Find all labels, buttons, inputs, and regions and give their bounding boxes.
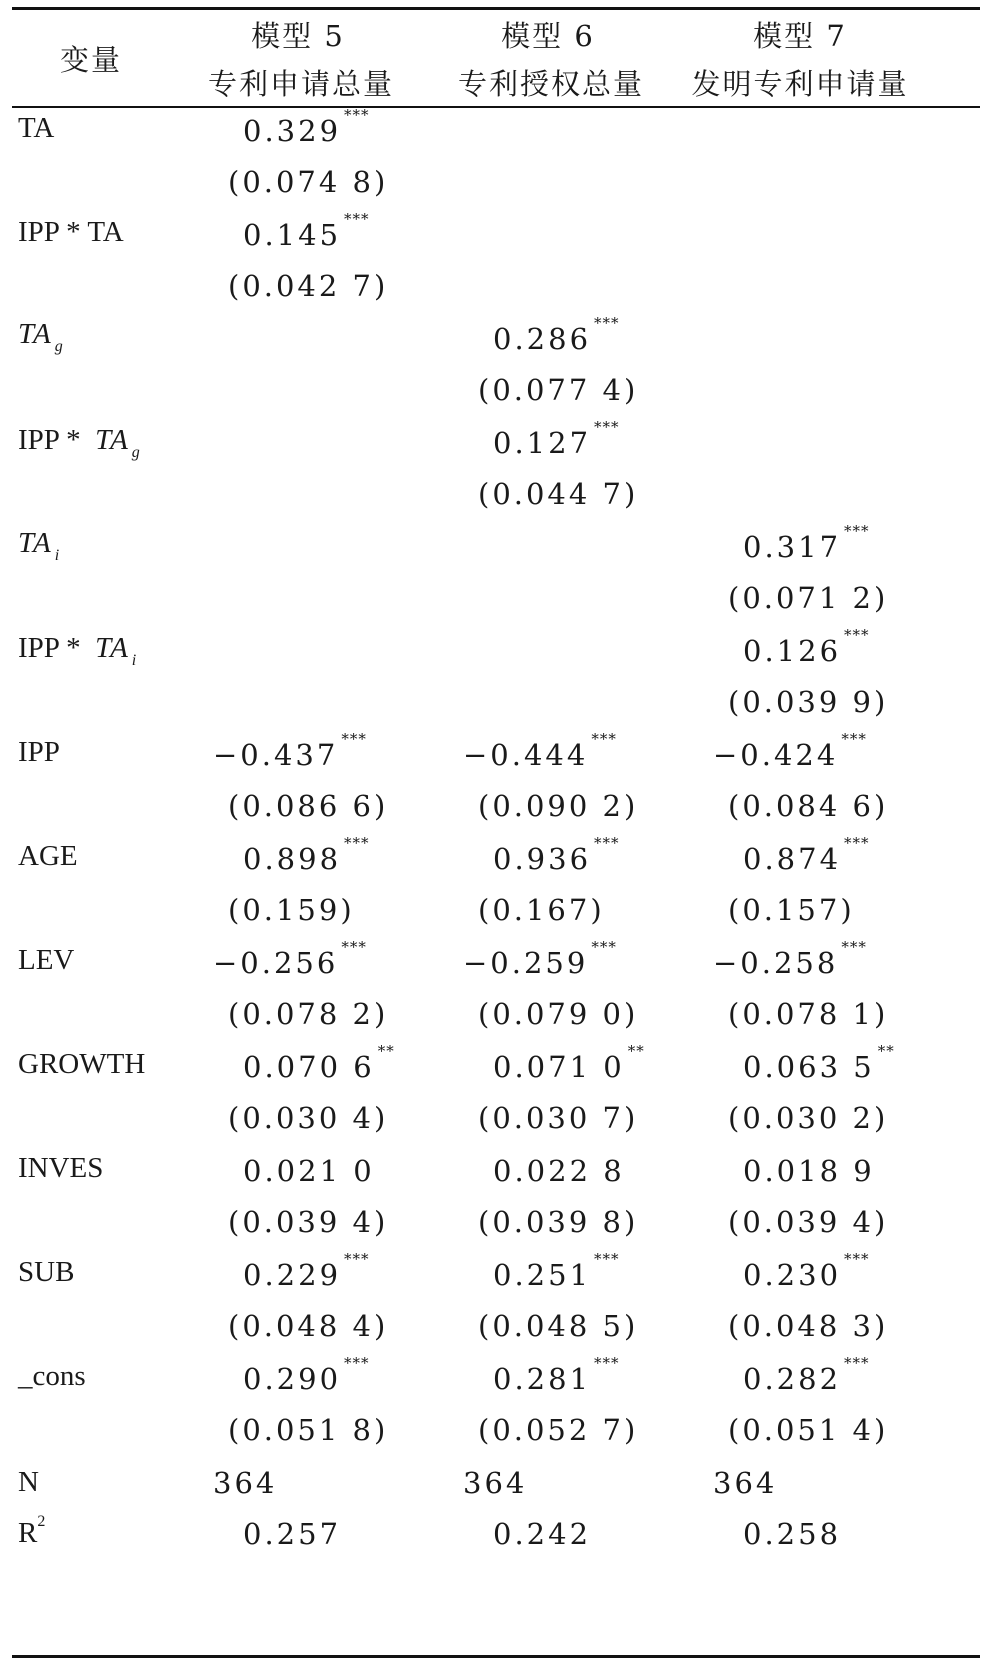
coef-ta-g-m6: 0.286 *** [493,314,620,356]
se-cons-m5: (0.051 8) [228,1413,389,1447]
coef-lev-m5: −0.256 *** [213,938,367,980]
coef-inves-m7: 0.018 9 [743,1154,875,1188]
header-variable: 变量 [60,43,123,77]
bottom-rule [12,1655,980,1658]
se-ipp-ta-g-m6: (0.044 7) [478,477,639,511]
se-ta-i-m7: (0.071 2) [728,581,889,615]
row-label-cons: _cons [18,1360,86,1392]
coef-age-m7: 0.874 *** [743,834,870,876]
se-sub-m7: (0.048 3) [728,1309,889,1343]
coef-cons-m5: 0.290 *** [243,1354,370,1396]
se-growth-m6: (0.030 7) [478,1101,639,1135]
coef-growth-m7: 0.063 5 ** [743,1042,895,1084]
coef-ipp-ta-g-m6: 0.127 *** [493,418,620,460]
coef-age-m6: 0.936 *** [493,834,620,876]
se-cons-m7: (0.051 4) [728,1413,889,1447]
row-label-ipp-ta-g: IPP * TA $_g$ [18,424,140,461]
se-cons-m6: (0.052 7) [478,1413,639,1447]
header-model-6: 模型 6 [501,19,595,53]
row-label-r2: $R^2$ [18,1513,46,1549]
se-ta-m5: (0.074 8) [228,165,389,199]
coef-growth-m5: 0.070 6 ** [243,1042,395,1084]
se-lev-m6: (0.079 0) [478,997,639,1031]
se-ta-g-m6: (0.077 4) [478,373,639,407]
row-label-ta: TA [18,112,55,144]
n-m7: 364 [713,1466,778,1500]
row-label-ipp: IPP [18,736,60,768]
coef-lev-m6: −0.259 *** [463,938,617,980]
top-rule [12,7,980,10]
coef-ipp-m7: −0.424 *** [713,730,867,772]
se-age-m7: (0.157) [728,893,855,927]
header-model-7: 模型 7 [753,19,847,53]
se-lev-m5: (0.078 2) [228,997,389,1031]
coef-sub-m7: 0.230 *** [743,1250,870,1292]
header-model-5: 模型 5 [251,19,345,53]
coef-growth-m6: 0.071 0 ** [493,1042,645,1084]
row-label-ipp-ta: IPP * TA [18,216,124,248]
coef-ta-i-m7: 0.317 *** [743,522,870,564]
se-sub-m6: (0.048 5) [478,1309,639,1343]
coef-cons-m7: 0.282 *** [743,1354,870,1396]
n-m6: 364 [463,1466,528,1500]
row-label-age: AGE [18,840,78,872]
row-label-sub: SUB [18,1256,75,1288]
row-label-inves: INVES [18,1152,104,1184]
coef-ipp-ta-i-m7: 0.126 *** [743,626,870,668]
header-name-7: 发明专利申请量 [691,67,909,101]
se-ipp-m6: (0.090 2) [478,789,639,823]
se-growth-m7: (0.030 2) [728,1101,889,1135]
se-inves-m6: (0.039 8) [478,1205,639,1239]
se-ipp-m5: (0.086 6) [228,789,389,823]
coef-cons-m6: 0.281 *** [493,1354,620,1396]
coef-inves-m6: 0.022 8 [493,1154,625,1188]
se-growth-m5: (0.030 4) [228,1101,389,1135]
header-rule [12,106,980,108]
coef-ipp-ta-m5: 0.145 *** [243,210,370,252]
row-label-ipp-ta-i: IPP * TA $_i$ [18,632,137,669]
r2-m5: 0.257 [243,1517,342,1551]
row-label-lev: LEV [18,944,75,976]
r2-m6: 0.242 [493,1517,592,1551]
se-sub-m5: (0.048 4) [228,1309,389,1343]
se-ipp-m7: (0.084 6) [728,789,889,823]
se-inves-m5: (0.039 4) [228,1205,389,1239]
coef-age-m5: 0.898 *** [243,834,370,876]
header-name-5: 专利申请总量 [207,67,394,101]
coef-ta-m5: 0.329 *** [243,106,370,148]
se-age-m6: (0.167) [478,893,605,927]
se-inves-m7: (0.039 4) [728,1205,889,1239]
row-label-n: N [18,1466,39,1498]
coef-lev-m7: −0.258 *** [713,938,867,980]
n-m5: 364 [213,1466,278,1500]
coef-inves-m5: 0.021 0 [243,1154,375,1188]
se-ipp-ta-m5: (0.042 7) [228,269,389,303]
se-age-m5: (0.159) [228,893,355,927]
se-lev-m7: (0.078 1) [728,997,889,1031]
row-label-ta-i: TA $_i$ [18,527,60,564]
header-name-6: 专利授权总量 [457,67,644,101]
coef-ipp-m5: −0.437 *** [213,730,367,772]
r2-m7: 0.258 [743,1517,842,1551]
coef-sub-m6: 0.251 *** [493,1250,620,1292]
coef-sub-m5: 0.229 *** [243,1250,370,1292]
coef-ipp-m6: −0.444 *** [463,730,617,772]
row-label-growth: GROWTH [18,1048,146,1080]
se-ipp-ta-i-m7: (0.039 9) [728,685,889,719]
row-label-ta-g: TA $_g$ [18,318,63,355]
